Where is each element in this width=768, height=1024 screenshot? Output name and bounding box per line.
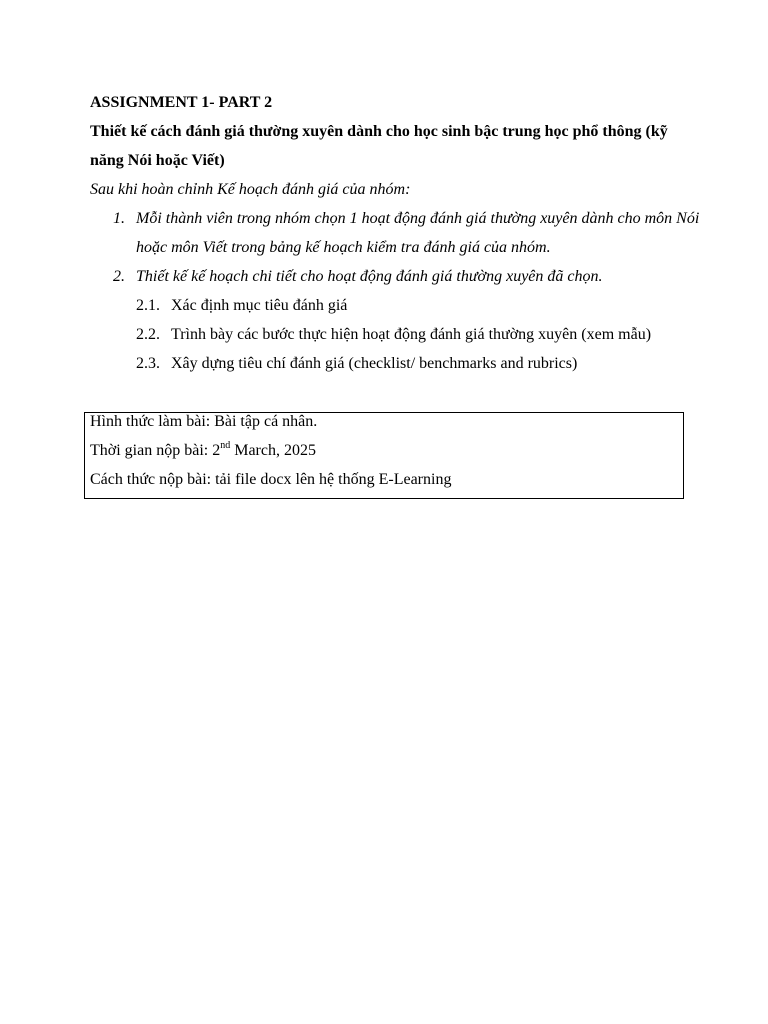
title-line-2: năng Nói hoặc Viết) [90, 152, 225, 169]
assignment-heading: ASSIGNMENT 1- PART 2 [90, 94, 273, 111]
deadline-suffix: March, 2025 [230, 442, 316, 459]
submission-line: Cách thức nộp bài: tải file docx lên hệ thống E-Learning [90, 471, 452, 488]
subitem-2-1-text: Xác định mục tiêu đánh giá [171, 297, 348, 314]
item-2-number: 2. [113, 268, 125, 285]
item-2-line-1: Thiết kế kế hoạch chi tiết cho hoạt động đánh giá thường xuyên đã chọn. [136, 268, 603, 285]
intro-text: Sau khi hoàn chỉnh Kế hoạch đánh giá của nhóm: [90, 181, 411, 198]
deadline-line [90, 441, 316, 461]
format-line: Hình thức làm bài: Bài tập cá nhân. [90, 413, 318, 430]
title-line-1: Thiết kế cách đánh giá thường xuyên dành cho học sinh bậc trung học phổ thông (kỹ [90, 123, 668, 140]
deadline-prefix: Thời gian nộp bài: 2 [90, 442, 221, 459]
item-1-line-1: Mỗi thành viên trong nhóm chọn 1 hoạt động đánh giá thường xuyên dành cho môn Nói [136, 210, 700, 227]
subitem-2-2-number: 2.2. [136, 326, 160, 343]
subitem-2-3-text: Xây dựng tiêu chí đánh giá (checklist/ benchmarks and rubrics) [171, 355, 578, 372]
item-1-number: 1. [113, 210, 125, 227]
subitem-2-1-number: 2.1. [136, 297, 160, 314]
deadline-ordinal-suffix: nd [220, 439, 231, 451]
item-1-line-2: hoặc môn Viết trong bảng kế hoạch kiểm tra đánh giá của nhóm. [136, 239, 551, 256]
subitem-2-3-number: 2.3. [136, 355, 160, 372]
subitem-2-2-text: Trình bày các bước thực hiện hoạt động đánh giá thường xuyên (xem mẫu) [171, 326, 652, 343]
